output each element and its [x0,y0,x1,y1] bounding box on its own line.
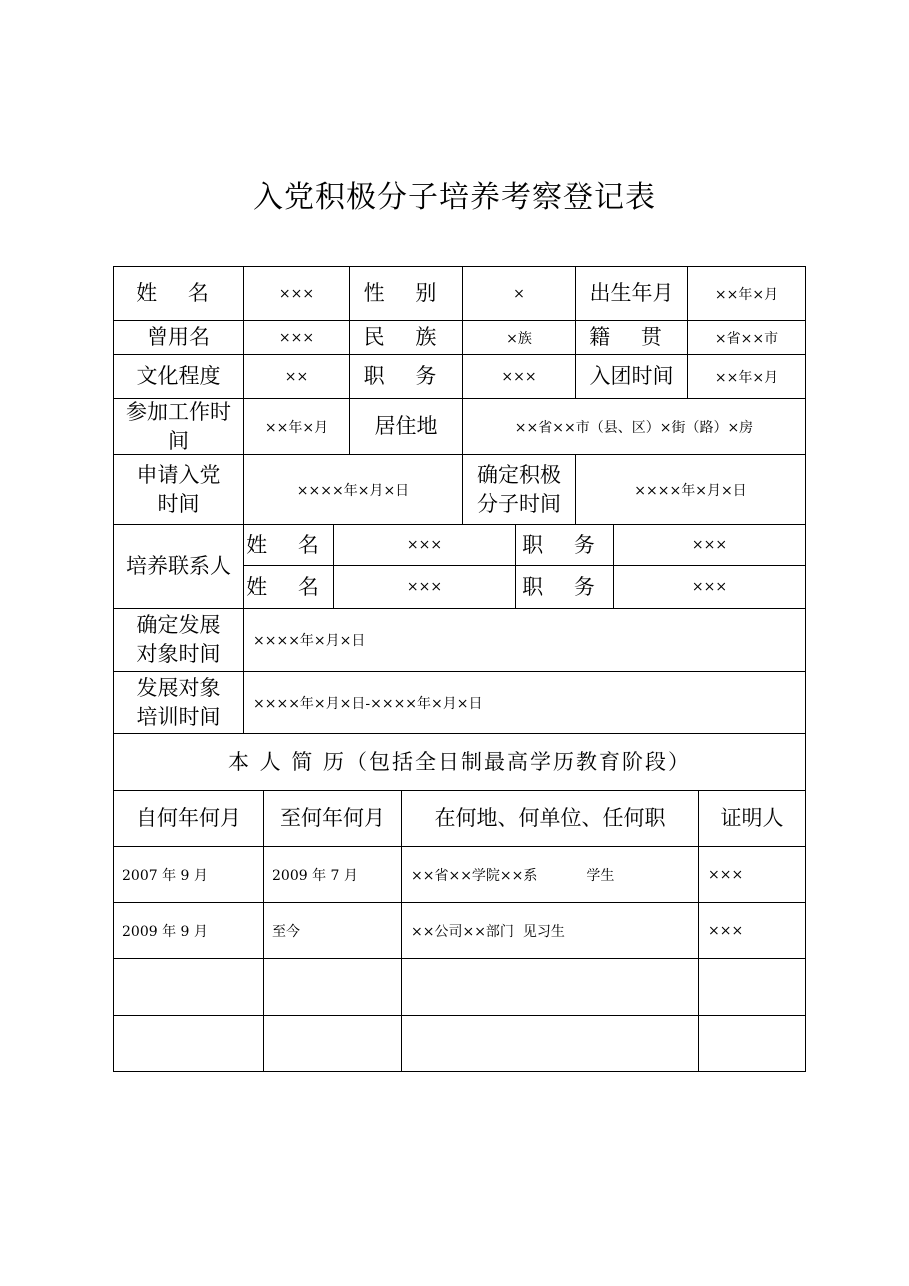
resume-row-4-place[interactable] [401,1015,699,1072]
resume-row-1-place[interactable]: ××省××学院××系 学生 [401,846,699,903]
target-date-field[interactable]: ××××年×月×日 [243,608,806,672]
resume-row-2-witness[interactable]: ××× [698,902,806,959]
resume-header-witness: 证明人 [698,790,806,847]
education-field[interactable]: ×× [243,354,350,399]
resume-row-4-from[interactable] [113,1015,264,1072]
former-name-label: 曾用名 [113,320,244,355]
resume-row-3-witness[interactable] [698,958,806,1016]
page-title: 入党积极分子培养考察登记表 [253,180,656,215]
contact-2-name-label: 姓 名 [243,565,334,609]
contact-2-name-field[interactable]: ××× [333,565,516,609]
ethnicity-field[interactable]: ×族 [462,320,576,355]
activist-date-field[interactable]: ××××年×月×日 [575,454,806,525]
birth-field[interactable]: ××年×月 [687,266,806,321]
contact-1-name-label: 姓 名 [243,524,334,566]
resume-row-2-place[interactable]: ××公司××部门 见习生 [401,902,699,959]
contact-1-position-field[interactable]: ××× [613,524,806,566]
apply-date-field[interactable]: ××××年×月×日 [243,454,463,525]
contact-2-position-label: 职 务 [515,565,614,609]
resume-row-1-witness[interactable]: ××× [698,846,806,903]
contact-1-position-label: 职 务 [515,524,614,566]
position-label: 职 务 [349,354,463,399]
resume-header-to: 至何年何月 [263,790,402,847]
contact-1-name-field[interactable]: ××× [333,524,516,566]
work-date-field[interactable]: ××年×月 [243,398,350,455]
work-date-label: 参加工作时间 [113,398,244,455]
resume-header-place: 在何地、何单位、任何职 [401,790,699,847]
resume-row-3-place[interactable] [401,958,699,1016]
training-date-field[interactable]: ××××年×月×日-××××年×月×日 [243,671,806,734]
position-field[interactable]: ××× [462,354,576,399]
residence-field[interactable]: ××省××市（县、区）×街（路）×房 [462,398,806,455]
resume-row-4-witness[interactable] [698,1015,806,1072]
gender-label: 性 别 [349,266,463,321]
resume-row-2-to[interactable]: 至今 [263,902,402,959]
resume-header-from: 自何年何月 [113,790,264,847]
gender-field[interactable]: × [462,266,576,321]
resume-row-4-to[interactable] [263,1015,402,1072]
league-date-field[interactable]: ××年×月 [687,354,806,399]
resume-row-1-to[interactable]: 2009 年 7 月 [263,846,402,903]
resume-row-3-to[interactable] [263,958,402,1016]
activist-date-label: 确定积极分子时间 [462,454,576,525]
name-label: 姓 名 [113,266,244,321]
resume-heading: 本 人 简 历（包括全日制最高学历教育阶段） [113,733,806,791]
contacts-label: 培养联系人 [113,524,244,609]
resume-row-1-from[interactable]: 2007 年 9 月 [113,846,264,903]
apply-date-label: 申请入党时间 [113,454,244,525]
birth-label: 出生年月 [575,266,688,321]
native-place-label: 籍 贯 [575,320,688,355]
former-name-field[interactable]: ××× [243,320,350,355]
native-place-field[interactable]: ×省××市 [687,320,806,355]
training-date-label: 发展对象培训时间 [113,671,244,734]
resume-row-2-from[interactable]: 2009 年 9 月 [113,902,264,959]
name-field[interactable]: ××× [243,266,350,321]
residence-label: 居住地 [349,398,463,455]
education-label: 文化程度 [113,354,244,399]
ethnicity-label: 民 族 [349,320,463,355]
target-date-label: 确定发展对象时间 [113,608,244,672]
resume-row-3-from[interactable] [113,958,264,1016]
contact-2-position-field[interactable]: ××× [613,565,806,609]
league-date-label: 入团时间 [575,354,688,399]
